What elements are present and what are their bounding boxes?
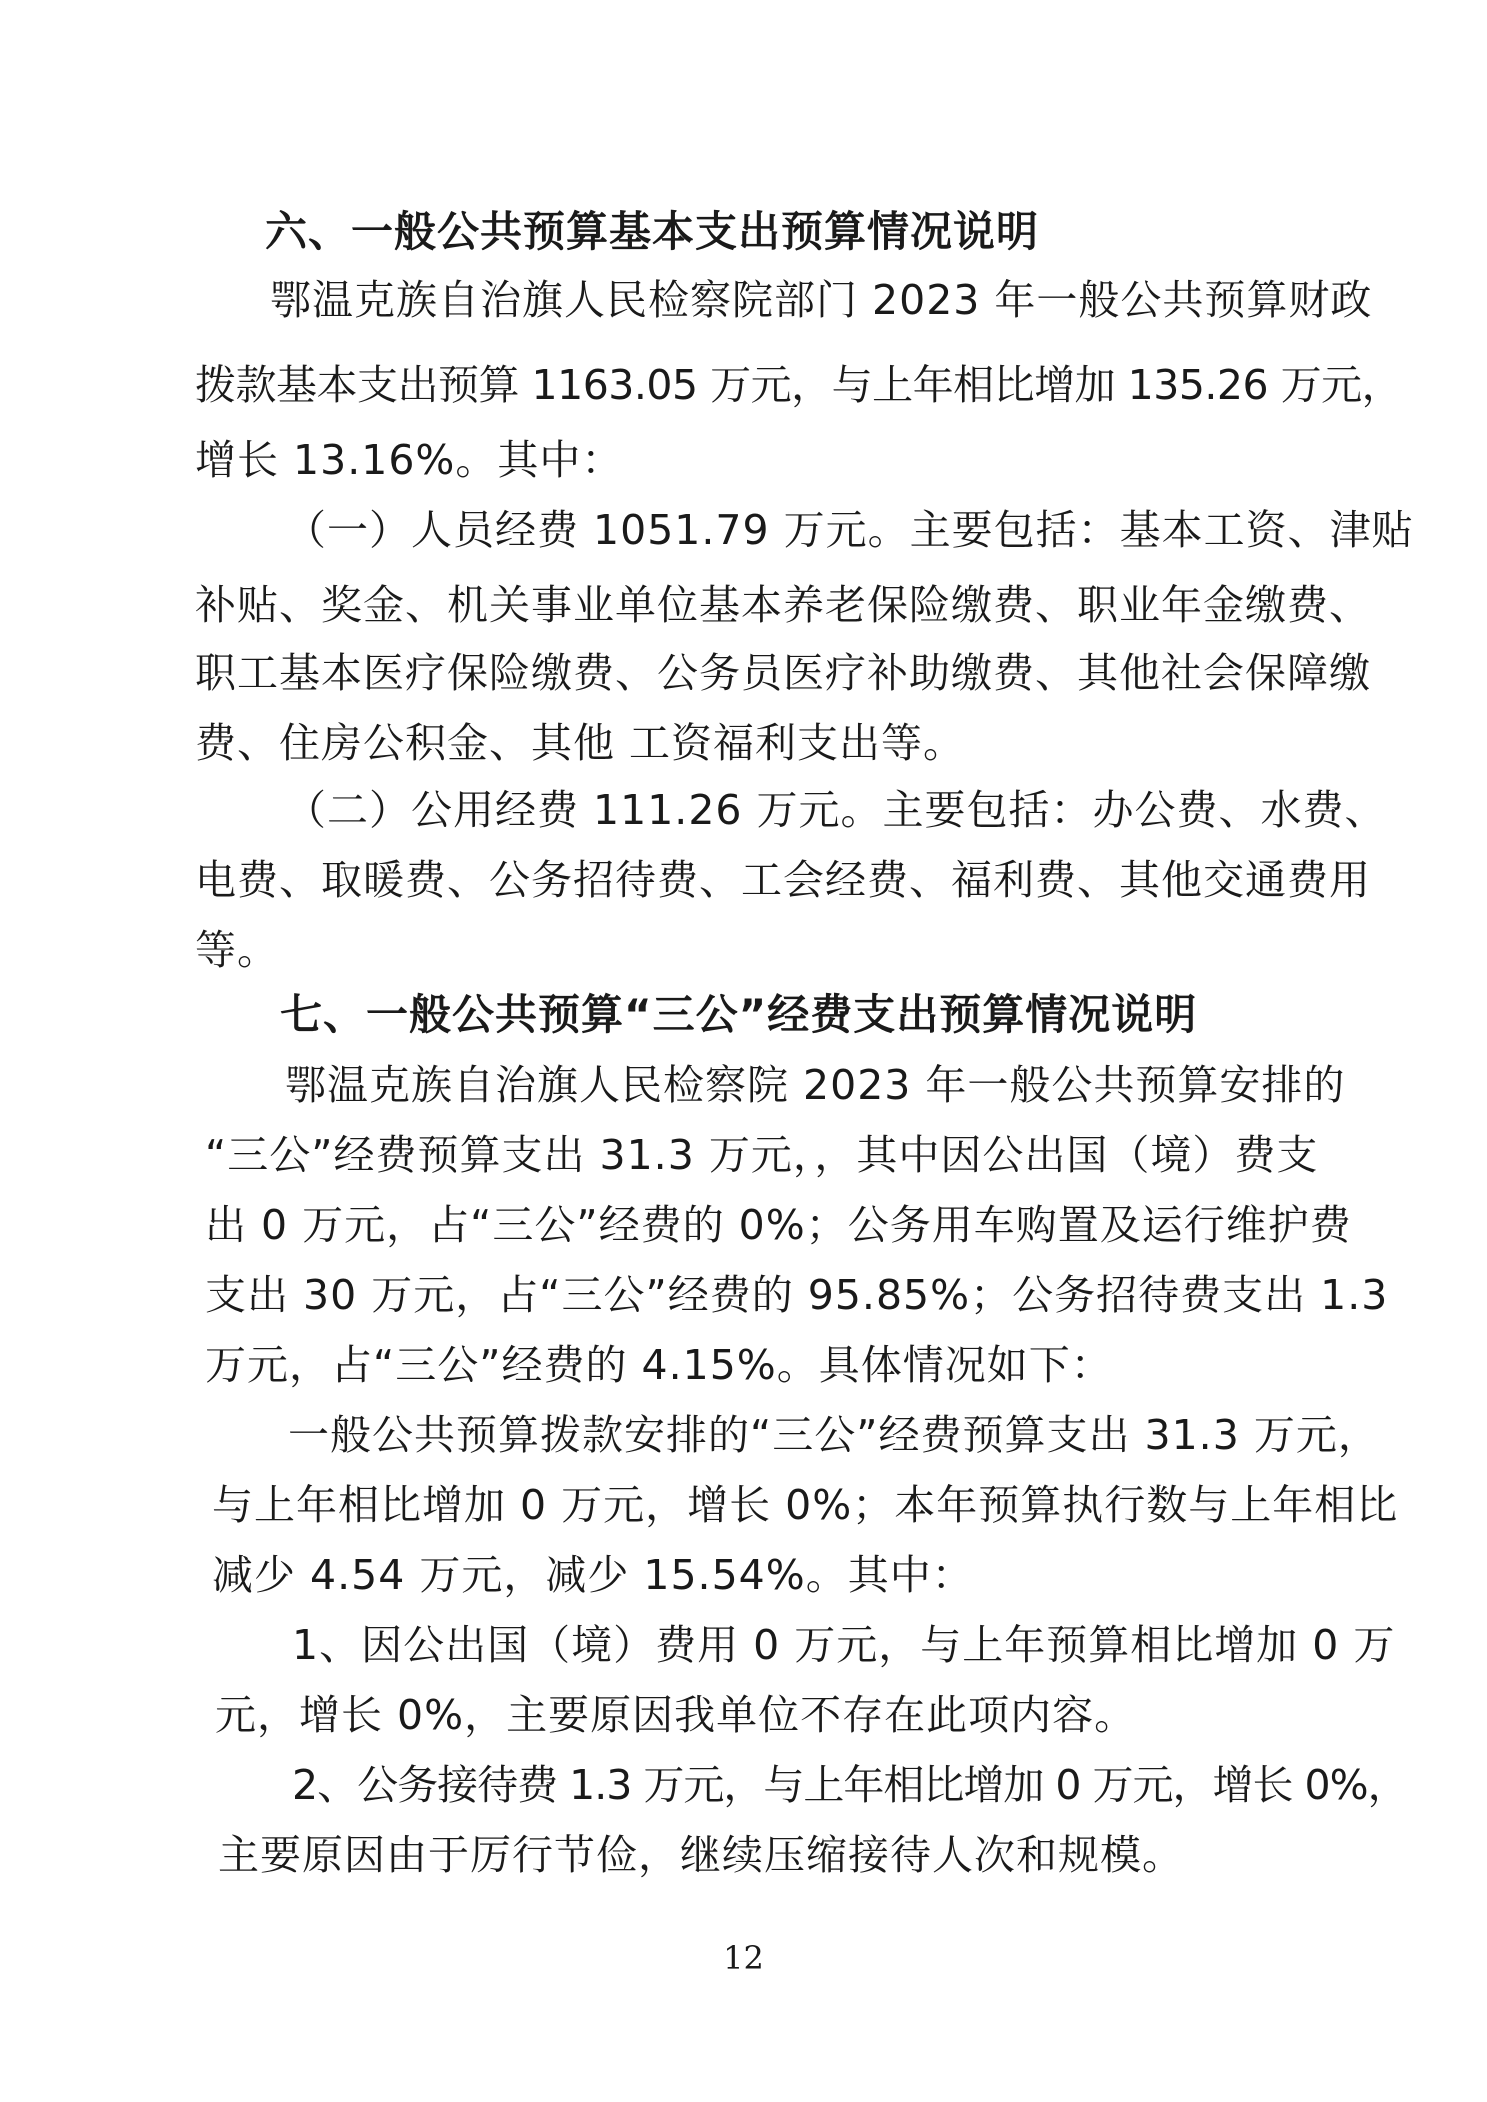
section-6-para-2-line-3: 职工基本医疗保险缴费、公务员医疗补助缴费、其他社会保障缴 [195, 649, 1371, 697]
section-7-para-4-line-2: 主要原因由于厉行节俭，继续压缩接待人次和规模。 [218, 1831, 1184, 1879]
section-7-heading: 七、一般公共预算“三公”经费支出预算情况说明 [280, 990, 1198, 1039]
section-6-heading: 六、一般公共预算基本支出预算情况说明 [265, 207, 1040, 256]
section-7-para-2-line-1: 一般公共预算拨款安排的“三公”经费预算支出 31.3 万元， [288, 1411, 1380, 1459]
section-6-para-3-line-2: 电费、取暖费、公务招待费、工会经费、福利费、其他交通费用 [195, 856, 1371, 904]
section-6-para-2-line-2: 补贴、奖金、机关事业单位基本养老保险缴费、职业年金缴费、 [195, 581, 1371, 629]
section-7-para-1-line-3: 出 0 万元，占“三公”经费的 0%；公务用车购置及运行维护费 [205, 1201, 1352, 1249]
section-6-para-1-line-2: 拨款基本支出预算 1163.05 万元，与上年相比增加 135.26 万元， [195, 361, 1403, 409]
section-7-para-1-line-1: 鄂温克族自治旗人民检察院 2023 年一般公共预算安排的 [285, 1061, 1346, 1109]
section-7-para-3-line-2: 元，增长 0%，主要原因我单位不存在此项内容。 [215, 1691, 1137, 1739]
section-7-para-2-line-3: 减少 4.54 万元，减少 15.54%。其中： [212, 1551, 974, 1599]
section-7-para-1-line-2: “三公”经费预算支出 31.3 万元，，其中因公出国（境）费支 [205, 1131, 1319, 1179]
section-7-para-1-line-4: 支出 30 万元，占“三公”经费的 95.85%；公务招待费支出 1.3 [205, 1271, 1389, 1319]
section-6-para-3-line-3: 等。 [195, 926, 279, 974]
section-7-para-4-line-1: 2、公务接待费 1.3 万元，与上年相比增加 0 万元，增长 0%， [292, 1761, 1408, 1809]
page-number: 12 [723, 1939, 764, 1977]
section-7-para-2-line-2: 与上年相比增加 0 万元，增长 0%；本年预算执行数与上年相比 [212, 1481, 1399, 1529]
section-6-para-1-line-3: 增长 13.16%。其中： [195, 436, 624, 484]
section-7-para-1-line-5: 万元，占“三公”经费的 4.15%。具体情况如下： [205, 1341, 1113, 1389]
section-7-para-3-line-1: 1、因公出国（境）费用 0 万元，与上年预算相比增加 0 万 [292, 1621, 1396, 1669]
section-6-para-1-line-1: 鄂温克族自治旗人民检察院部门 2023 年一般公共预算财政 [270, 276, 1373, 324]
section-6-para-2-line-1: （一）人员经费 1051.79 万元。主要包括：基本工资、津贴 [285, 506, 1414, 554]
section-6-para-3-line-1: （二）公用经费 111.26 万元。主要包括：办公费、水费、 [285, 786, 1387, 834]
section-6-para-2-line-4: 费、住房公积金、其他 工资福利支出等。 [195, 719, 966, 767]
